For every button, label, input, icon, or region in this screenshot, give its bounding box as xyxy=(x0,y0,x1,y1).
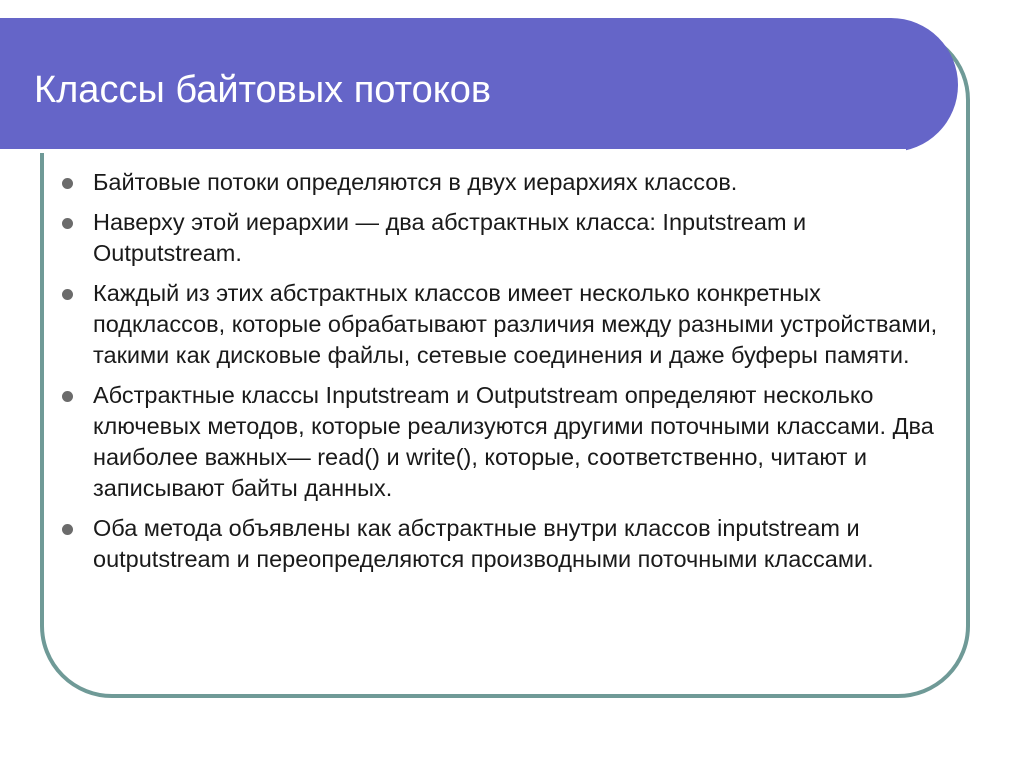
bullet-item xyxy=(62,278,942,371)
bullet-text: Наверху этой иерархии — два абстрактных класса: Inputstream и Outputstream. xyxy=(93,209,807,266)
bullet-text: Каждый из этих абстрактных классов имеет несколько конкретных подклассов, которые обрабатывают различия между разными устройствами, такими как дисковые файлы, сетевые соединения и даже буферы памяти. xyxy=(93,280,938,368)
bullet-item xyxy=(62,380,942,504)
bullet-list xyxy=(62,167,942,584)
bullet-item xyxy=(62,207,942,269)
bullet-text: Байтовые потоки определяются в двух иерархиях классов. xyxy=(93,169,738,195)
bullet-dot-icon xyxy=(62,289,73,300)
bullet-item xyxy=(62,167,942,198)
title-underline xyxy=(0,149,906,153)
bullet-dot-icon xyxy=(62,524,73,535)
bullet-dot-icon xyxy=(62,178,73,189)
bullet-dot-icon xyxy=(62,218,73,229)
bullet-text: Оба метода объявлены как абстрактные внутри классов inputstream и outputstream и переопределяются производными поточными классами. xyxy=(93,515,874,572)
bullet-item xyxy=(62,513,942,575)
bullet-dot-icon xyxy=(62,391,73,402)
title-banner xyxy=(0,18,958,152)
slide-title: Классы байтовых потоков xyxy=(34,69,492,111)
bullet-text: Абстрактные классы Inputstream и Outputstream определяют несколько ключевых методов, которые реализуются другими поточными классами. Два наиболее важных— read() и write(), которые, соответственно, читают и записывают байты данных. xyxy=(93,382,934,501)
